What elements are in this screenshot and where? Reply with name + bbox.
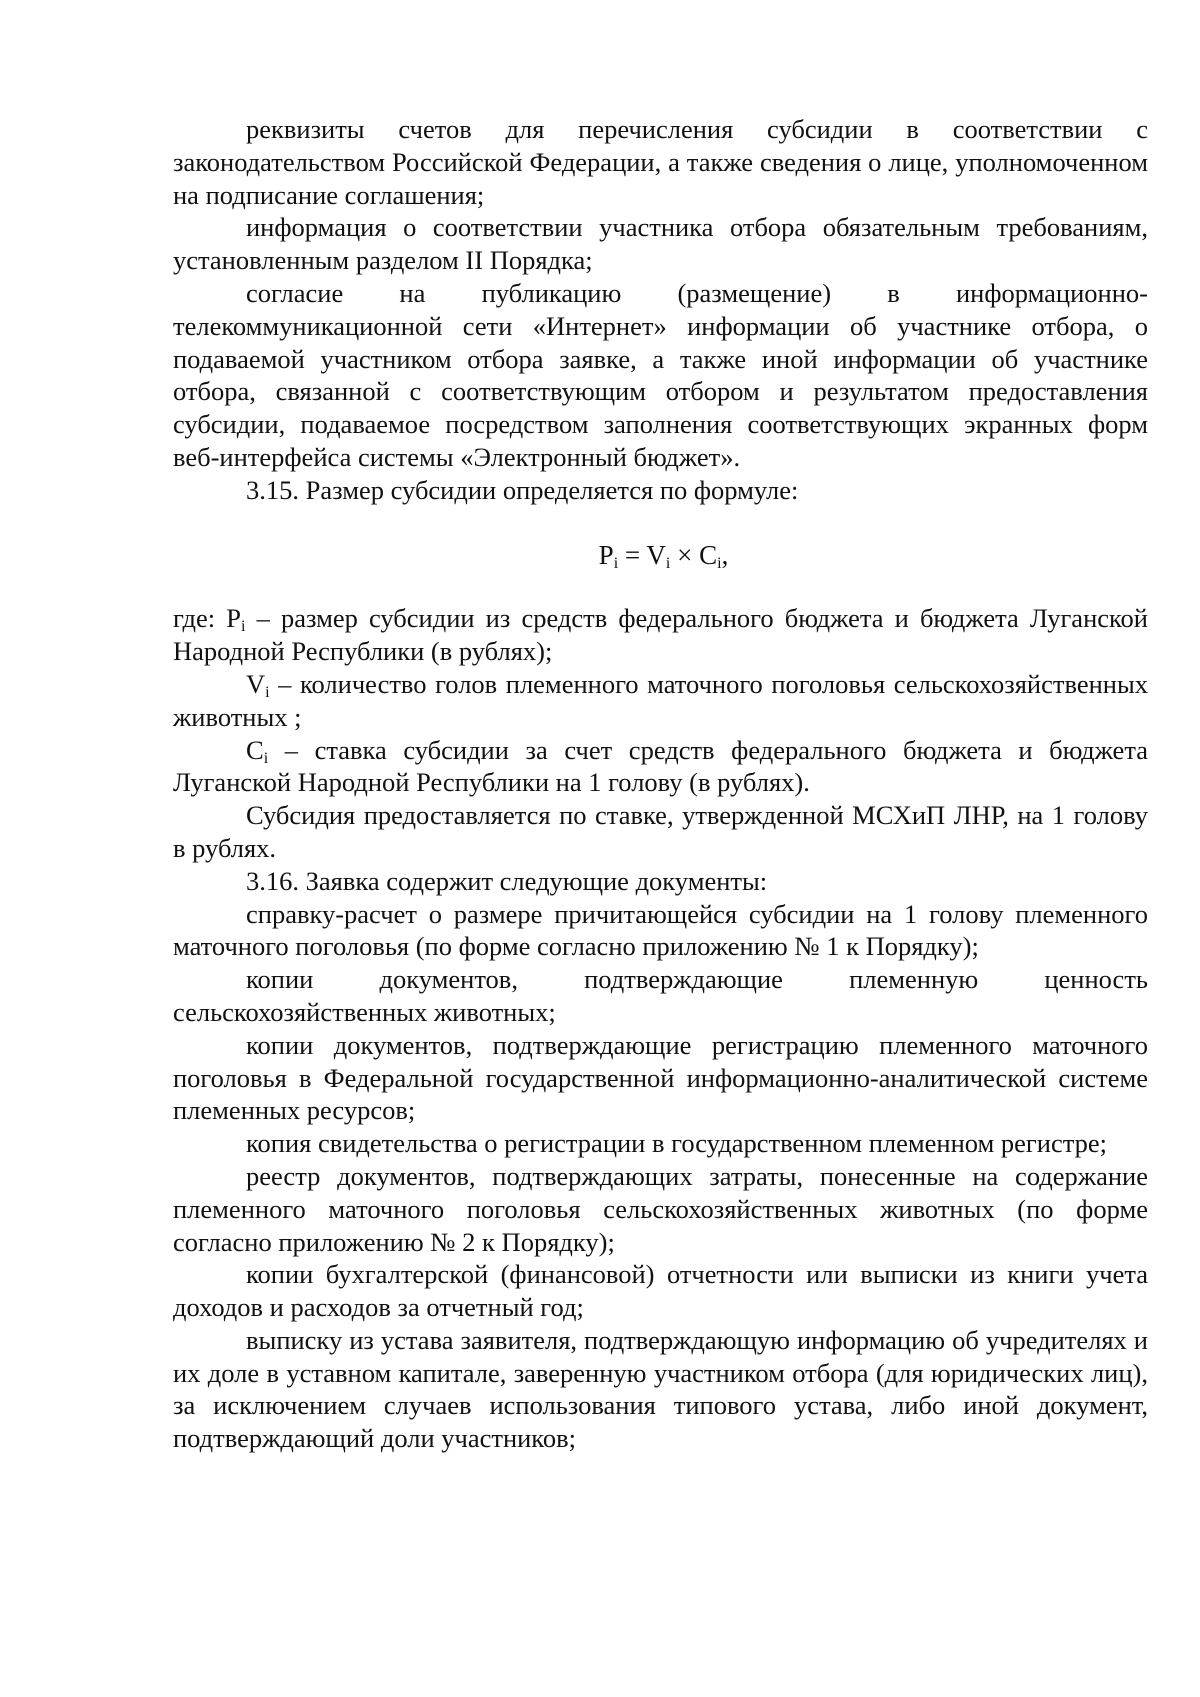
list-item-expense-registry: реестр документов, подтверждающих затраты, понесенные на содержание племенного маточного поголовья сельскохозяйственных животных (по форме согласно приложению № 2 к Порядку); — [173, 1160, 1148, 1257]
definition-ci-prefix: C — [246, 734, 264, 765]
definition-pi-text: – размер субсидии из средств федерального бюджета и бюджета Луганской Народной Республики (в рублях); — [173, 603, 1148, 667]
definition-ci-text: – ставка субсидии за счет средств федерального бюджета и бюджета Луганской Народной Республики на 1 голову (в рублях). — [173, 734, 1148, 798]
definition-ci — [173, 734, 1148, 800]
paragraph-publication-consent: согласие на публикацию (размещение) в информационно-телекоммуникационной сети «Интернет» информации об участнике отбора, о подаваемой участником отбора заявке, а также иной информации об участнике отбора, связанной с соответствующим отбором и результатом предоставления субсидии, подаваемое посредством заполнения соответствующих экранных форм веб-интерфейса системы «Электронный бюджет». — [173, 277, 1148, 472]
definition-ci-sub: i — [263, 749, 269, 767]
definition-pi-sub: i — [241, 618, 246, 636]
formula-v: V — [646, 539, 666, 570]
list-item-register-certificate: копия свидетельства о регистрации в государственном племенном регистре; — [246, 1128, 1108, 1159]
formula-tail: , — [721, 539, 729, 570]
definition-vi-text: – количество голов племенного маточного поголовья сельскохозяйственных животных ; — [173, 668, 1148, 732]
list-item-calculation-certificate: справку-расчет о размере причитающейся субсидии на 1 голову племенного маточного поголовья (по форме согласно приложению № 1 к Порядку); — [173, 898, 1148, 962]
paragraph-compliance-info: информация о соответствии участника отбора обязательным требованиям, установленным разделом II Порядка; — [173, 212, 1148, 276]
formula-p-sub: i — [613, 554, 619, 572]
paragraph-section-3-15: 3.15. Размер субсидии определяется по формуле: — [246, 474, 799, 505]
formula-times: × — [670, 539, 700, 570]
document-body — [173, 113, 1148, 1455]
formula-c-sub: i — [717, 554, 722, 572]
list-item-registration-docs: копии документов, подтверждающие регистрацию племенного маточного поголовья в Федеральной государственной информационно-аналитической системе племенных ресурсов; — [173, 1029, 1148, 1126]
list-item-breeding-value-docs: копии документов, подтверждающие племенную ценность сельскохозяйственных животных; — [173, 964, 1148, 1027]
list-item-accounting-reports: копии бухгалтерской (финансовой) отчетности или выписки из книги учета доходов и расходов за отчетный год; — [173, 1259, 1148, 1323]
definition-vi — [173, 668, 1148, 734]
definition-pi — [173, 602, 1148, 668]
definition-pi-prefix: где: P — [173, 603, 242, 634]
subsidy-formula — [173, 539, 1148, 572]
formula-v-sub: i — [665, 554, 671, 572]
list-item-charter-extract: выписку из устава заявителя, подтверждающую информацию об учредителях и их доле в уставном капитале, заверенную участником отбора (для юридических лиц), за исключением случаев использования типового устава, либо иной документ, подтверждающий доли участников; — [173, 1324, 1148, 1454]
definition-vi-sub: i — [265, 683, 270, 701]
paragraph-bank-details: реквизиты счетов для перечисления субсидии в соответствии с законодательством Российской Федерации, а также сведения о лице, уполномоченном на подписание соглашения; — [173, 114, 1148, 210]
formula-equals: = — [618, 539, 647, 570]
paragraph-section-3-16: 3.16. Заявка содержит следующие документы: — [246, 865, 768, 896]
formula-p: P — [598, 539, 614, 570]
formula-c: C — [699, 539, 718, 570]
definition-vi-prefix: V — [246, 668, 266, 699]
paragraph-subsidy-rate: Субсидия предоставляется по ставке, утвержденной МСХиП ЛНР, на 1 голову в рублях. — [173, 800, 1148, 863]
